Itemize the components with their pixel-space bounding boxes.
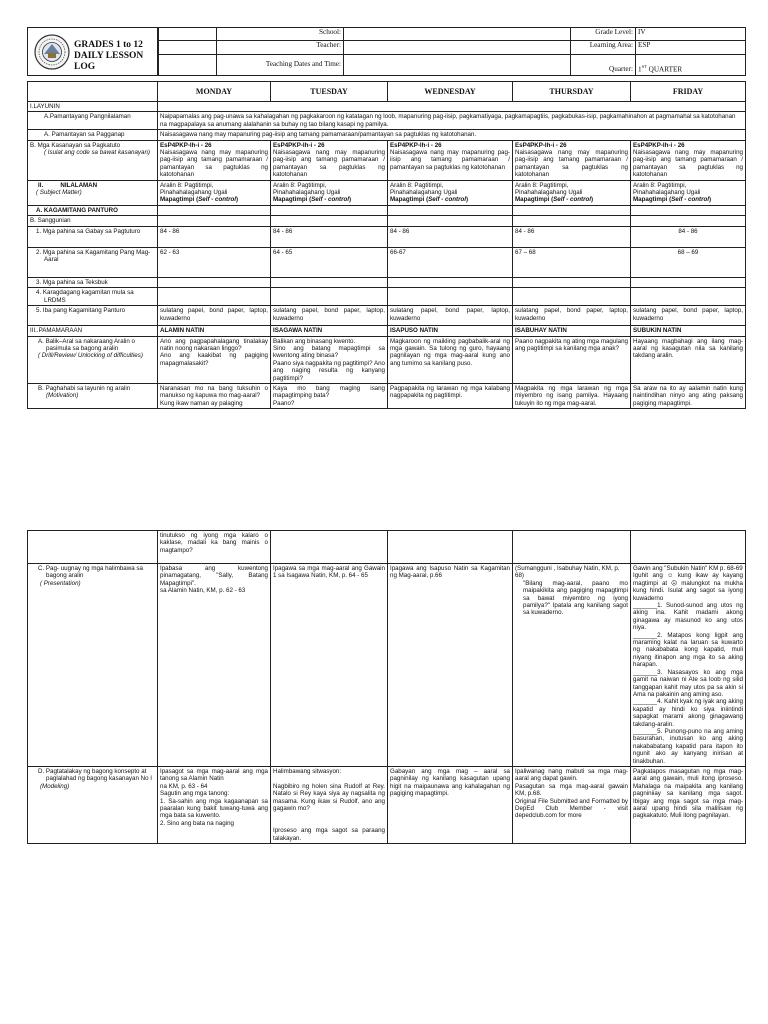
subukin-item-1: _______1. Sunod-sunod ang utos ng aking ina. Kahit madami akong ginagawa ay masunod ko ang utos niya. (633, 602, 743, 632)
lrdms-label: 4. Karagdagang kagamitan mula sa LRDMS (28, 288, 158, 306)
sanggunian-row (28, 216, 746, 226)
subukin-item-4: _______4. Kahit kyak ng iyak ang aking kapatid ay hindi ko siya iniintindi sapagkat marami akong ginagawang takdang-aralin. (633, 698, 743, 728)
pag-uugnay-monday: Ipabasa ang kuwentong pinamagatang, "Sally, Batang Mapagtimpi". sa Alamin Natin, KM, p. 62 - 63 (158, 564, 271, 767)
gabay-pahina-tuesday: 84 - 86 (271, 226, 388, 247)
grade-level-label: Grade Level: (571, 28, 636, 41)
nilalaman-monday (158, 180, 271, 205)
aralin-topic-part: Mapagtimpi ( (160, 196, 199, 204)
paghahabi-sub: (Motivation) (46, 392, 79, 400)
km-pahina-tuesday: 64 - 65 (271, 247, 388, 277)
aralin-title: Aralin 8: Pagtitimpi, (273, 181, 327, 189)
header-info-table (158, 27, 746, 76)
lesson-log-table-page2 (27, 530, 746, 844)
paghahabi-friday: Sa araw na ito ay aalamin natin kung naintindihan ninyo ang ating paksang pagiging mapagtimpi. (631, 383, 746, 408)
pamantayang-pangnilalaman-row (28, 112, 746, 130)
lesson-log-table-page1 (27, 81, 746, 409)
aralin-topic (273, 196, 385, 203)
km-pahina-friday: 68 – 69 (631, 247, 746, 277)
balik-aral-thursday: Paano nagpakita ng ating mga magulang ang pagtitimpi sa kanilang mga anak? (513, 336, 631, 383)
km-pahina-row (28, 247, 746, 277)
teacher-label: Teacher: (217, 41, 344, 54)
nilalaman-row (28, 180, 746, 205)
aralin-topic-part: Mapagtimpi ( (633, 196, 672, 204)
pag-uugnay-label: C. Pag- uugnay ng mga halimbawa sa bagong aralin (38, 565, 143, 580)
nilalaman-friday (631, 180, 746, 205)
pag-uugnay-thursday-text: "Bilang mag-aaral, paano mo maipakikita ang pagiging mapagtimpi sa bawat miyembro ng iyong pamilya?" Ipatala ang kanilang sagot sa kuwaderno. (523, 579, 628, 617)
aralin-topic-italic: Self - control (311, 196, 349, 204)
pamamaraan-label: III..PAMAMARAAN (28, 326, 158, 336)
pag-uugnay-sub: ( Presentation) (40, 579, 81, 587)
kasanayan-text: Naisasagawa nang may mapanuring pag-iisip ang tamang pamamaraan / pamantayan sa pagtuklas ng katotohanan (633, 149, 743, 179)
nilalaman-sub: ( Subject Matter) (36, 189, 82, 197)
kagamitan-tuesday: sulatang papel, bond paper, laptop, kuwaderno (271, 306, 388, 326)
code-label: EsP4PKP-Ih-i - 26 (160, 141, 212, 149)
continuation-row (28, 531, 746, 564)
pamantayan-pagganap-row (28, 130, 746, 140)
day-friday: FRIDAY (631, 82, 746, 102)
iba-pang-kagamitan-label: 5. Iba pang Kagamitang Panturo (28, 306, 158, 326)
kagamitang-panturo-row (28, 205, 746, 215)
kasanayan-friday (631, 140, 746, 180)
pamantayan-pagganap-label: A. Pamantayan sa Pagganap (28, 130, 158, 140)
phase-tuesday: ISAGAWA NATIN (271, 326, 388, 336)
pamantayang-pangnilalaman-label: A.Pamantayang Pangnilalaman (28, 112, 158, 130)
subukin-item-5: _______5. Punong-puno na ang aming basurahan, inutusan ko ang aking nakababatang kapatid para itapon ito ngunit ako ay kanyang inirisan at tinakbuhan. (633, 727, 743, 765)
pagtatalakay-label-cell (28, 766, 158, 843)
day-tuesday: TUESDAY (271, 82, 388, 102)
balik-aral-wednesday: Magkaroon ng maikling pagbabalik-aral ng mga gawain. Sa tulong ng guro, hayaang pagnilayan ng mga mag-aaral kung ano ang tumimo sa kanilang puso. (388, 336, 513, 383)
aralin-topic-close: ) (708, 196, 712, 204)
aralin-topic-italic: Self - control (428, 196, 466, 204)
pamamaraan-row (28, 326, 746, 336)
aralin-topic-italic: Self - control (553, 196, 591, 204)
phase-wednesday: ISAPUSO NATIN (388, 326, 513, 336)
pagtatalakay-sub: (Modeling) (40, 782, 70, 790)
logo-block (27, 27, 158, 76)
teaching-dates-label: Teaching Dates and Time: (217, 54, 344, 75)
day-header-row (28, 82, 746, 102)
nilalaman-label: II. NILALAMAN (38, 181, 98, 189)
aralin-topic-close: ) (465, 196, 469, 204)
kasanayan-text: Naisasagawa nang may mapanuring pag-iisip ang tamang pamamaraan / pamantayan sa pagtuklas ng katotohanan (390, 149, 510, 171)
aralin-topic-close: ) (235, 196, 239, 204)
pagtatalakay-row (28, 766, 746, 843)
pag-uugnay-wednesday: Ipagawa ang Isapuso Natin sa Kagamitan ng Mag-aaral, p.66 (388, 564, 513, 767)
pag-uugnay-friday (631, 564, 746, 767)
aralin-title: Aralin 8: Pagtitimpi, (390, 181, 444, 189)
header (27, 27, 745, 76)
code-label: EsP4PKP-Ih-i - 26 (390, 141, 442, 149)
lrdms-row (28, 288, 746, 306)
pag-uugnay-thursday-ref: (Sumangguni , Isabuhay Natin, KM, p. 68) (515, 565, 620, 580)
kasanayan-text: Naisasagawa nang may mapanuring pag-iisip ang tamang pamamaraan / pamantayan sa pagtuklas ng katotohanan (273, 149, 385, 179)
pagtatalakay-wednesday: Gabayan ang mga mag – aaral sa pagninilay ng kanilang kasagutan upang higit na maipaunawa ang kahalagahan ng pagiging mapagtimpi. (388, 766, 513, 843)
kasanayan-label-cell (28, 140, 158, 180)
aralin-topic-part: Mapagtimpi ( (515, 196, 554, 204)
day-thursday: THURSDAY (513, 82, 631, 102)
deped-seal-icon (34, 34, 70, 70)
nilalaman-wednesday (388, 180, 513, 205)
aralin-topic (515, 196, 628, 203)
paghahabi-label: B. Paghahabi sa layunin ng aralin (38, 384, 131, 392)
km-pahina-label: 2. Mga pahina sa Kagamitang Pang Mag-Aaral (28, 247, 158, 277)
layunin-row (28, 102, 746, 112)
kasanayan-thursday (513, 140, 631, 180)
aralin-topic-part: Mapagtimpi ( (273, 196, 312, 204)
aralin-value: Pinahahalagahang Ugali (273, 189, 341, 197)
subukin-intro: Gawin ang "Subukin Natin" KM p. 68-69 Iguhit ang ☺ kung ikaw ay kayang magtimpi at ☹ malungkot na mukha kung hindi. Isulat ang sagot sa iyong kuwaderno (633, 565, 743, 602)
nilalaman-thursday (513, 180, 631, 205)
gabay-pahina-friday: 84 - 86 (631, 226, 746, 247)
balik-aral-monday: Ano ang pagpapahalagang tinalakay natin noong nakaraan linggo? Ano ang kaakibat ng pagiging mapagmalasakit? (158, 336, 271, 383)
gabay-pahina-thursday: 84 - 86 (513, 226, 631, 247)
aralin-value: Pinahahalagahang Ugali (160, 189, 228, 197)
pag-uugnay-thursday (513, 564, 631, 767)
kasanayan-label: B. Mga Kasanayan sa Pagkatuto (30, 141, 121, 149)
quarter-field[interactable] (636, 54, 746, 75)
paghahabi-tuesday: Kaya mo bang maging isang mapagtimping bata? Paano? (271, 383, 388, 408)
kagamitan-wednesday: sulatang papel, bond paper, laptop, kuwaderno (388, 306, 513, 326)
learning-area-field[interactable]: ESP (636, 41, 746, 54)
pagtatalakay-monday: Ipasagot sa mga mag-aaral ang mga tanong sa Alamin Natin na KM, p. 63 - 64 Sagutin ang mga tanong: 1. Sa-sahin ang mga kagaanapan sa paaralan kung bakit tuwang-tuwa ang mga bata sa kuwento. 2. Sino ang bata na naging (158, 766, 271, 843)
pamantayang-pangnilalaman-text: Naipapamalas ang pag-unawa sa kahalagahan ng pagkakaroon ng katatagan ng loob, mapanuring pag-iisip, pagkamatiyaga, pagkamapagtiis, pagkabukas-isip, pagkamahinahon at pagmamahal sa katotohanan na magpapalaya sa anumang alalahanin sa buhay ng tao bilang kasapi ng pamilya. (158, 112, 746, 130)
nilalaman-label-cell (28, 180, 158, 205)
aralin-topic (160, 196, 268, 203)
km-pahina-thursday: 67 – 68 (513, 247, 631, 277)
aralin-title: Aralin 8: Pagtitimpi, (515, 181, 569, 189)
paghahabi-monday: Naranasan mo na bang tuksuhin o manukso ng kapuwa mo mag-aaral? Kung ikaw naman ay palaging (158, 383, 271, 408)
aralin-topic-part: Mapagtimpi ( (390, 196, 429, 204)
pagtatalakay-label: D. Pagtatalakay ng bagong konsepto at paglalahad ng bagong kasanayan No I (38, 767, 152, 783)
kagamitan-friday: sulatang papel, bond paper, laptop, kuwaderno (631, 306, 746, 326)
teacher-field[interactable] (344, 41, 571, 54)
aralin-topic-italic: Self - control (198, 196, 236, 204)
nilalaman-tuesday (271, 180, 388, 205)
kasanayan-wednesday (388, 140, 513, 180)
aralin-value: Pinahahalagahang Ugali (390, 189, 458, 197)
pagtatalakay-thursday: Ipaliwanag nang mabuti sa mga mag-aaral ang dapat gawin. Pasagutan sa mga mag-aaral gawain KM, p.68. Original File Submitted and Formatted by DepEd Club Member - visit depedclub.com for more (513, 766, 631, 843)
kasanayan-row (28, 140, 746, 180)
balik-aral-sub: ( Drill/Review/ Unlocking of difficulties) (38, 352, 143, 360)
kasanayan-sub: ( Isulat ang code sa bawat kasanayan) (44, 149, 150, 157)
pag-uugnay-row (28, 564, 746, 767)
aralin-topic (390, 196, 510, 203)
paghahabi-monday-continued: tinutukso ng iyong mga kalaro o kaklase, madali ka bang mainis o magtampo? (158, 531, 271, 564)
aralin-topic-italic: Self - control (671, 196, 709, 204)
kasanayan-tuesday (271, 140, 388, 180)
kasanayan-monday (158, 140, 271, 180)
paghahabi-wednesday: Pagpapakita ng larawan ng mga kalabang nagpapakita ng pagtitimpi. (388, 383, 513, 408)
code-label: EsP4PKP-Ih-i - 26 (633, 141, 685, 149)
day-monday: MONDAY (158, 82, 271, 102)
layunin-label: I.LAYUNIN (28, 102, 158, 112)
km-pahina-wednesday: 66-67 (388, 247, 513, 277)
pamantayan-pagganap-text: Naisasagawa nang may mapanuring pag-iisip ang tamang pamamaraan/pamantayan sa pagtuklas ng katotohanan. (158, 130, 746, 140)
quarter-number: 1 (638, 65, 642, 74)
kagamitan-monday: sulatang papel, bond paper, laptop, kuwaderno (158, 306, 271, 326)
teksbuk-row (28, 277, 746, 287)
iba-pang-kagamitan-row (28, 306, 746, 326)
subukin-item-2: _______2. Matapos kong ligpit ang maraming kalat na laruan sa kuwarto ng nakababata kong kapatid, muli niyang itinapon ang mga ito sa aking harapan. (633, 631, 743, 669)
aralin-topic-close: ) (348, 196, 352, 204)
teksbuk-label: 3. Mga pahina sa Teksbuk (28, 277, 158, 287)
km-pahina-monday: 62 - 63 (158, 247, 271, 277)
paghahabi-label-cell (28, 383, 158, 408)
school-label: School: (217, 28, 344, 41)
phase-thursday: ISABUHAY NATIN (513, 326, 631, 336)
aralin-title: Aralin 8: Pagtitimpi, (633, 181, 687, 189)
kasanayan-text: Naisasagawa nang may mapanuring pag-iisip ang tamang pamamaraan / pamantayan sa pagtuklas ng katotohanan (160, 149, 268, 179)
log-title-line2: DAILY LESSON LOG (74, 51, 144, 72)
teaching-dates-field[interactable] (344, 54, 571, 75)
balik-aral-tuesday: Balikan ang binasang kwento. Sino ang batang mapagtimpi sa kwentong ating binasa? Paano siya nagpakita ng pagtitimpi? Ano ang naging resulta ng kanyang pagtitimpi? (271, 336, 388, 383)
aralin-value: Pinahahalagahang Ugali (633, 189, 701, 197)
kagamitan-thursday: sulatang papel, bond paper, laptop, kuwaderno (513, 306, 631, 326)
log-title (74, 40, 157, 73)
gabay-pahina-monday: 84 - 86 (158, 226, 271, 247)
aralin-title: Aralin 8: Pagtitimpi, (160, 181, 214, 189)
school-field[interactable] (344, 28, 571, 41)
aralin-topic (633, 196, 743, 203)
gabay-pahina-wednesday: 84 - 86 (388, 226, 513, 247)
balik-aral-row (28, 336, 746, 383)
pagtatalakay-friday: Pagkatapos masagutan ng mga mag-aaral ang gawain, muli itong iproseso. Mahalaga na maipakita ang kanilang pagniniiay sa kanilang mga sagot. Ibigay ang mga sagot sa mga mag-aaral upang hindi sila malilisaw ng pagkakatuto. Muli itong pagnilayan. (631, 766, 746, 843)
kagamitang-panturo-label: A. KAGAMITANG PANTURO (28, 205, 158, 215)
paghahabi-thursday: Magpakita ng mga larawan ng mga miyembro ng isang pamilya. Hayaang tukuyin ito ng mga mag-aaral. (513, 383, 631, 408)
learning-area-label: Learning Area: (571, 41, 636, 54)
balik-aral-label-cell (28, 336, 158, 383)
grade-level-field[interactable]: IV (636, 28, 746, 41)
quarter-suffix: ST (641, 64, 647, 70)
pag-uugnay-label-cell (28, 564, 158, 767)
phase-monday: ALAMIN NATIN (158, 326, 271, 336)
quarter-word: QUARTER (646, 65, 683, 74)
subukin-item-3: _______3. Nasasayos ko ang mga gamit na naiwan ni Ate sa loob ng silid tanggapan kahit may utos pa sa akin si Ama na pakainin ang aming aso. (633, 668, 743, 698)
kasanayan-text: Naisasagawa nang may mapanuring pag-iisip ang tamang pamamaraan / pamantayan sa pagtuklas ng katotohanan (515, 149, 628, 179)
aralin-value: Pinahahalagahang Ugali (515, 189, 583, 197)
aralin-topic-close: ) (590, 196, 594, 204)
day-wednesday: WEDNESDAY (388, 82, 513, 102)
sanggunian-label: B. Sanggunian (28, 216, 158, 226)
pag-uugnay-tuesday: Ipagawa sa mga mag-aaral ang Gawain 1 sa Isagawa Natin, KM, p. 64 - 65 (271, 564, 388, 767)
phase-friday: SUBUKIN NATIN (631, 326, 746, 336)
gabay-pahina-row (28, 226, 746, 247)
balik-aral-friday: Hayaang magbahagi ang ilang mag-aaral ng kasagutan nila sa kanilang takdang aralin. (631, 336, 746, 383)
gabay-pahina-label: 1. Mga pahina sa Gabay sa Pagtuturo (28, 226, 158, 247)
pagtatalakay-tuesday: Halimbawang sitwasyon: Nagbibiro ng holen sina Rudolf at Rey. Natalo si Rey kaya siya ay nagsalita ng masama. Kung ikaw si Rudolf, ano ang gagawin mo? Iproseso ang mga sagot sa paraang talakayan. (271, 766, 388, 843)
log-title-line1: GRADES 1 to 12 (74, 40, 143, 50)
paghahabi-row (28, 383, 746, 408)
code-label: EsP4PKP-Ih-i - 26 (273, 141, 325, 149)
code-label: EsP4PKP-Ih-i - 26 (515, 141, 567, 149)
quarter-label: Quarter: (571, 54, 636, 75)
balik-aral-label: A. Balik–Aral sa nakaraang Aralin o pasimula sa bagong aralin (38, 337, 135, 352)
